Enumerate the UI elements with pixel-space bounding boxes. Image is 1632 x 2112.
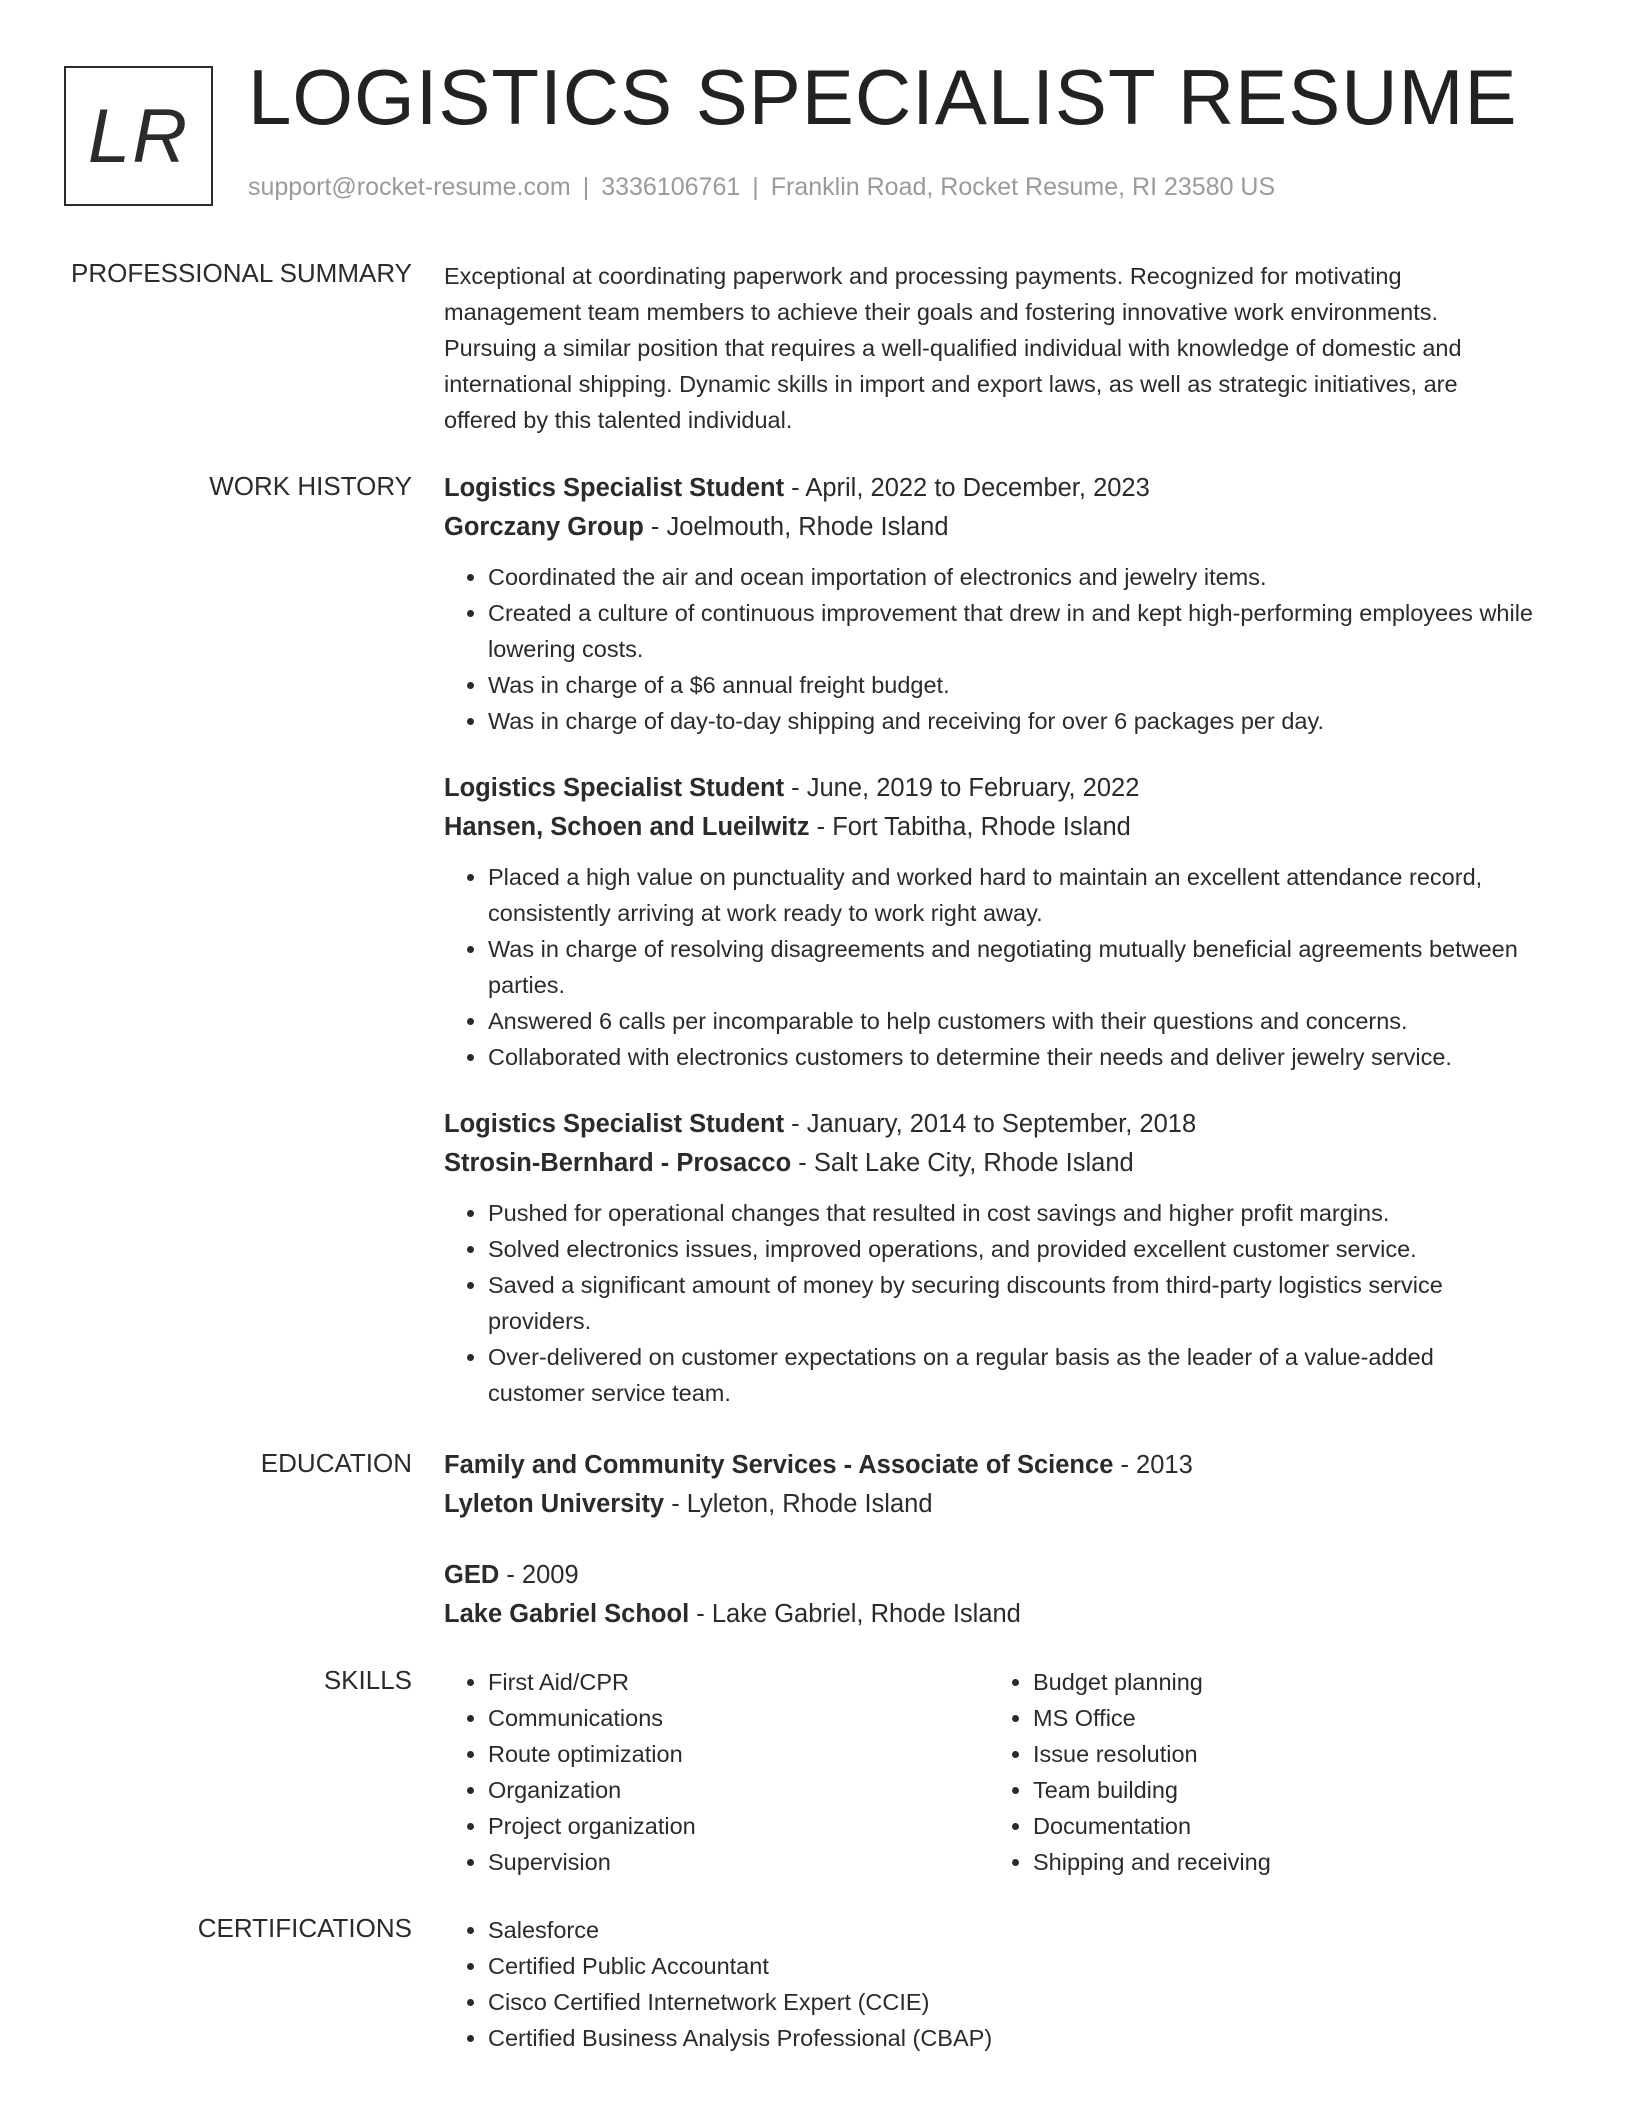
- contact-separator: |: [582, 173, 590, 201]
- job-bullet: • Answered 6 calls per incomparable to help customers with their questions and concerns.: [488, 1003, 1534, 1039]
- skills-column-right: [989, 1664, 1534, 1880]
- education-entry: [444, 1556, 1534, 1634]
- skills-columns: [444, 1664, 1534, 1880]
- job-location: - Joelmouth, Rhode Island: [643, 513, 949, 541]
- job-bullets: [444, 559, 1534, 739]
- skill-item: • MS Office: [1033, 1700, 1534, 1736]
- job-bullet: • Was in charge of resolving disagreements and negotiating mutually beneficial agreements between parties.: [488, 931, 1534, 1003]
- section-label-education: EDUCATION: [260, 1448, 412, 1478]
- job-bullet: • Was in charge of a $6 annual freight budget.: [488, 667, 1534, 703]
- contact-phone: 3336106761: [601, 173, 741, 201]
- job-location: - Salt Lake City, Rhode Island: [791, 1149, 1134, 1177]
- skill-item: • Team building: [1033, 1772, 1534, 1808]
- contact-separator: |: [752, 173, 759, 201]
- education-location: - Lake Gabriel, Rhode Island: [689, 1600, 1021, 1628]
- skill-item: • Budget planning: [1033, 1664, 1534, 1700]
- job-bullet: • Pushed for operational changes that resulted in cost savings and higher profit margins.: [488, 1195, 1534, 1231]
- job-bullet: • Saved a significant amount of money by securing discounts from third-party logistics service providers.: [488, 1267, 1534, 1339]
- job-dates: - January, 2014 to September, 2018: [784, 1110, 1197, 1138]
- education-location: - Lyleton, Rhode Island: [664, 1490, 933, 1518]
- education-degree: GED: [444, 1561, 500, 1589]
- job-title-line: [444, 769, 1534, 808]
- job-dates: - June, 2019 to February, 2022: [784, 774, 1140, 802]
- section-label-certifications: CERTIFICATIONS: [197, 1913, 412, 1943]
- job-company: Hansen, Schoen and Lueilwitz: [444, 813, 810, 841]
- job-title: Logistics Specialist Student: [444, 1110, 785, 1138]
- job-bullet: • Collaborated with electronics customers to determine their needs and deliver jewelry service.: [488, 1039, 1534, 1075]
- education-year: - 2013: [1113, 1451, 1193, 1479]
- education-school: Lake Gabriel School: [444, 1600, 690, 1628]
- certification-item: • Salesforce: [488, 1912, 1534, 1948]
- job-bullets: [444, 859, 1534, 1075]
- job-company-line: [444, 808, 1534, 847]
- skills-column-left: [444, 1664, 989, 1880]
- certification-item: • Certified Business Analysis Professional (CBAP): [488, 2020, 1534, 2056]
- job-title-line: [444, 469, 1534, 508]
- skill-item: • Route optimization: [488, 1736, 989, 1772]
- page-title: LOGISTICS SPECIALIST RESUME: [248, 53, 1518, 141]
- job-bullet: • Was in charge of day-to-day shipping and receiving for over 6 packages per day.: [488, 703, 1534, 739]
- job-entry: [444, 769, 1534, 1075]
- contact-email: support@rocket-resume.com: [248, 173, 571, 201]
- job-bullet: • Coordinated the air and ocean importation of electronics and jewelry items.: [488, 559, 1534, 595]
- job-title: Logistics Specialist Student: [444, 474, 785, 502]
- job-title-line: [444, 1105, 1534, 1144]
- job-entry: [444, 469, 1534, 739]
- skill-item: • Supervision: [488, 1844, 989, 1880]
- section-label-work-history: WORK HISTORY: [209, 471, 412, 501]
- certification-item: • Cisco Certified Internetwork Expert (CCIE): [488, 1984, 1534, 2020]
- job-company-line: [444, 1144, 1534, 1183]
- education-school-line: [444, 1595, 1534, 1634]
- certification-item: • Certified Public Accountant: [488, 1948, 1534, 1984]
- skill-item: • Shipping and receiving: [1033, 1844, 1534, 1880]
- education-year: - 2009: [499, 1561, 579, 1589]
- skill-item: • Organization: [488, 1772, 989, 1808]
- skill-item: • Project organization: [488, 1808, 989, 1844]
- job-company-line: [444, 508, 1534, 547]
- skill-item: • Documentation: [1033, 1808, 1534, 1844]
- job-bullet: • Solved electronics issues, improved operations, and provided excellent customer service.: [488, 1231, 1534, 1267]
- monogram-logo: LR: [64, 66, 213, 206]
- education-degree-line: [444, 1556, 1534, 1595]
- job-company: Strosin-Bernhard - Prosacco: [444, 1149, 792, 1177]
- certifications-list: [444, 1912, 1534, 2056]
- education-degree: Family and Community Services - Associate of Science: [444, 1451, 1114, 1479]
- job-location: - Fort Tabitha, Rhode Island: [809, 813, 1131, 841]
- education-entry: [444, 1446, 1534, 1524]
- section-label-skills: SKILLS: [323, 1665, 412, 1695]
- job-dates: - April, 2022 to December, 2023: [784, 474, 1150, 502]
- section-label-summary: PROFESSIONAL SUMMARY: [71, 258, 412, 288]
- job-company: Gorczany Group: [444, 513, 644, 541]
- education-school: Lyleton University: [444, 1490, 665, 1518]
- job-bullets: [444, 1195, 1534, 1411]
- education-school-line: [444, 1485, 1534, 1524]
- job-bullet: • Placed a high value on punctuality and worked hard to maintain an excellent attendance record, consistently arriving at work ready to work right away.: [488, 859, 1534, 931]
- skill-item: • Issue resolution: [1033, 1736, 1534, 1772]
- contact-line: [248, 173, 1275, 202]
- job-bullet: • Over-delivered on customer expectations on a regular basis as the leader of a value-added customer service team.: [488, 1339, 1534, 1411]
- job-title: Logistics Specialist Student: [444, 774, 785, 802]
- job-entry: [444, 1105, 1534, 1411]
- job-bullet: • Created a culture of continuous improvement that drew in and kept high-performing employees while lowering costs.: [488, 595, 1534, 667]
- skill-item: • Communications: [488, 1700, 989, 1736]
- education-degree-line: [444, 1446, 1534, 1485]
- summary-text: Exceptional at coordinating paperwork and processing payments. Recognized for motivating management team members to achieve their goals and fostering innovative work environments. Pursuing a similar position that requires a well-qualified individual with knowledge of domestic and international shipping. Dynamic skills in import and export laws, as well as strategic initiatives, are offered by this talented individual.: [444, 263, 1462, 433]
- skill-item: • First Aid/CPR: [488, 1664, 989, 1700]
- contact-address: Franklin Road, Rocket Resume, RI 23580 US: [770, 173, 1276, 201]
